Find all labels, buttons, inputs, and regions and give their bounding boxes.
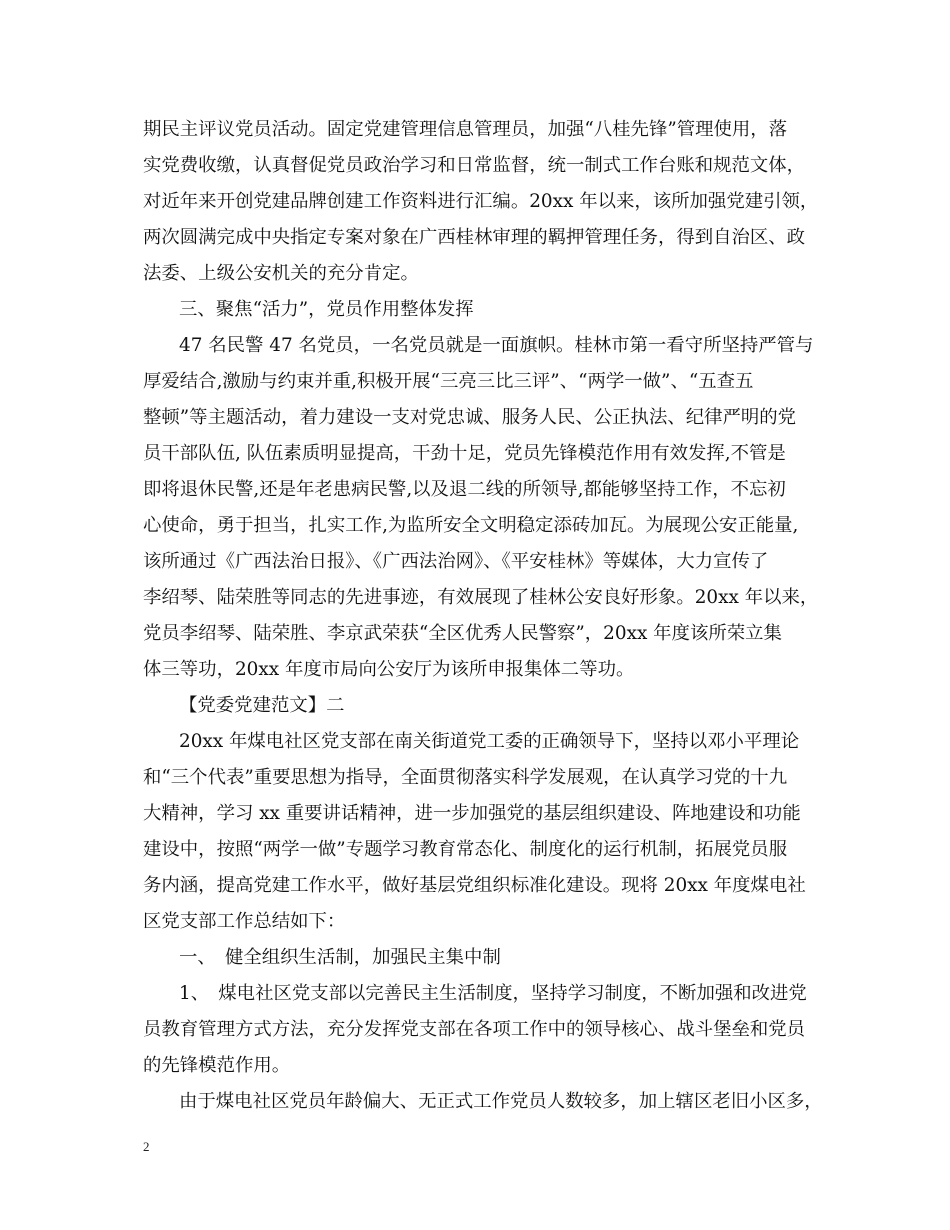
text-line: 由于煤电社区党员年龄偏大、无正式工作党员人数较多，加上辖区老旧小区多， [179,1091,823,1112]
text-line: 该所通过《广西法治日报》、《广西法治网》、《平安桂林》等媒体，大力宣传了 [143,551,769,572]
text-line: 整顿”等主题活动，着力建设一支对党忠诚、服务人民、公正执法、纪律严明的党 [143,407,797,428]
text-line: 即将退休民警,还是年老患病民警,以及退二线的所领导,都能够坚持工作，不忘初 [143,479,786,500]
text-line: 区党支部工作总结如下： [143,911,346,932]
text-line: 李绍琴、陆荣胜等同志的先进事迹，有效展现了桂林公安良好形象。20xx 年以来， [143,587,819,608]
text-line: 【党委党建范文】二 [179,695,345,716]
page-number: 2 [143,1139,150,1154]
text-line: 1、 煤电社区党支部以完善民主生活制度，坚持学习制度，不断加强和改进党 [179,983,807,1004]
text-line: 心使命，勇于担当，扎实工作,为监所安全文明稳定添砖加瓦。为展现公安正能量, [143,515,799,536]
text-line: 建设中，按照“两学一做”专题学习教育常态化、制度化的运行机制，拓展党员服 [143,839,788,860]
text-line: 期民主评议党员活动。固定党建管理信息管理员，加强“八桂先锋”管理使用，落 [143,119,788,140]
text-line: 员干部队伍, 队伍素质明显提高，干劲十足，党员先锋模范作用有效发挥,不管是 [143,443,786,464]
text-line: 20xx 年煤电社区党支部在南关街道党工委的正确领导下，坚持以邓小平理论 [179,731,800,752]
text-line: 员教育管理方式方法，充分发挥党支部在各项工作中的领导核心、战斗堡垒和党员 [143,1019,806,1040]
text-line: 党员李绍琴、陆荣胜、李京武荣获“全区优秀人民警察”，20xx 年度该所荣立集 [143,623,782,644]
text-line: 厚爱结合,激励与约束并重,积极开展“三亮三比三评”、“两学一做”、“五查五 [143,371,754,392]
document-body [143,112,833,1120]
text-line: 47 名民警 47 名党员，一名党员就是一面旗帜。桂林市第一看守所坚持严管与 [179,335,814,356]
text-line: 的先锋模范作用。 [143,1055,291,1076]
text-line: 和“三个代表”重要思想为指导，全面贯彻落实科学发展观，在认真学习党的十九 [143,767,788,788]
text-line: 两次圆满完成中央指定专案对象在广西桂林审理的羁押管理任务，得到自治区、政 [143,227,806,248]
text-line: 体三等功，20xx 年度市局向公安厅为该所申报集体二等功。 [143,659,635,680]
text-line: 大精神，学习 xx 重要讲话精神，进一步加强党的基层组织建设、阵地建设和功能 [143,803,801,824]
text-line: 一、 健全组织生活制，加强民主集中制 [179,947,501,968]
text-line: 对近年来开创党建品牌创建工作资料进行汇编。20xx 年以来，该所加强党建引领， [143,191,819,212]
text-line: 务内涵，提高党建工作水平，做好基层党组织标准化建设。现将 20xx 年度煤电社 [143,875,806,896]
text-line: 法委、上级公安机关的充分肯定。 [143,263,419,284]
text-line: 三、聚焦“活力”，党员作用整体发挥 [179,299,474,320]
text-line: 实党费收缴，认真督促党员政治学习和日常监督，统一制式工作台账和规范文体， [143,155,806,176]
